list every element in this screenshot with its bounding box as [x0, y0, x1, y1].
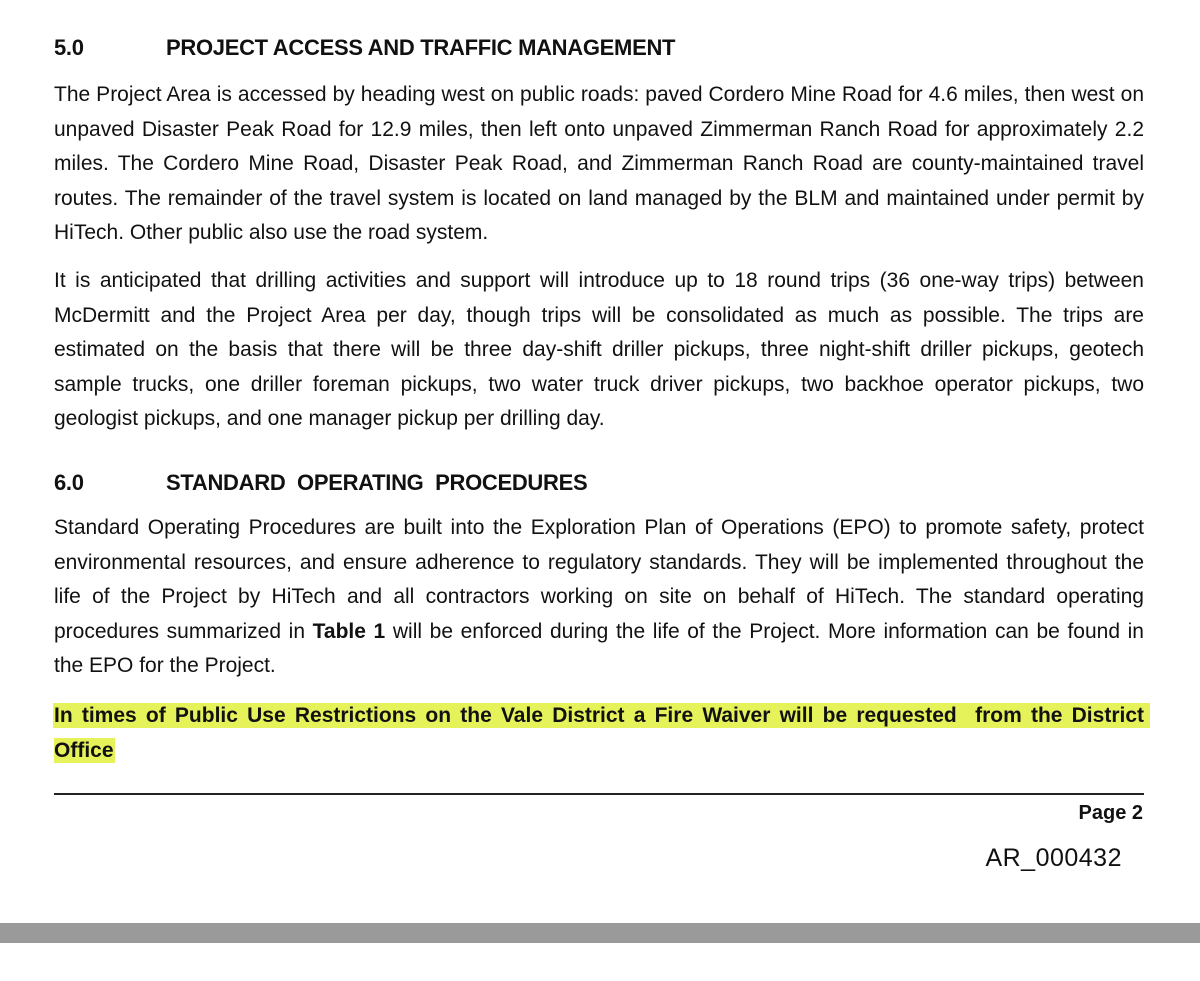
- page-bottom-bar: [0, 923, 1200, 943]
- highlighted-note: [54, 699, 1150, 768]
- paragraph-text: Standard Operating Procedures are built into the Exploration Plan of Operations (EPO) to promote safety, protect environmental resources, and ensure adherence to regulatory standards. They will be implemented throughout the life of the Project by HiTech and all contractors working on site on behalf of HiTech. The standard operating procedures summarized in: [54, 516, 1144, 643]
- section-number: 6.0: [54, 470, 84, 495]
- highlighted-text: In times of Public Use Restrictions on the Vale District a Fire Waiver will be requested from the District Office: [54, 704, 1150, 762]
- bates-stamp: AR_000432: [985, 844, 1122, 872]
- paragraph-traffic: It is anticipated that drilling activities and support will introduce up to 18 round trips (36 one-way trips) between McDermitt and the Project Area per day, though trips will be consolidated as much as possible. The trips are estimated on the basis that there will be three day-shift driller pickups, three night-shift driller pickups, geotech sample trucks, one driller foreman pickups, two water truck driver pickups, two backhoe operator pickups, two geologist pickups, and one manager pickup per drilling day.: [54, 269, 1144, 430]
- paragraph-sop: [54, 511, 1144, 684]
- table-reference: Table 1: [312, 619, 386, 643]
- section-number: 5.0: [54, 35, 84, 60]
- section-heading-5: [54, 34, 1144, 62]
- page-number: Page 2: [1078, 802, 1143, 824]
- section-title: PROJECT ACCESS AND TRAFFIC MANAGEMENT: [166, 35, 676, 60]
- footer-divider: [54, 793, 1144, 795]
- paragraph-text: will be enforced during the life of the Project. More information can be found in the EPO for the Project.: [54, 619, 1144, 677]
- section-title: STANDARD OPERATING PROCEDURES: [166, 470, 588, 495]
- paragraph-access: The Project Area is accessed by heading west on public roads: paved Cordero Mine Road for 4.6 miles, then west on unpaved Disaster Peak Road for 12.9 miles, then left onto unpaved Zimmerman Ranch Road for approximately 2.2 miles. The Cordero Mine Road, Disaster Peak Road, and Zimmerman Ranch Road are county-maintained travel routes. The remainder of the travel system is located on land managed by the BLM and maintained under permit by HiTech. Other public also use the road system.: [54, 83, 1144, 244]
- section-heading-6: [54, 469, 1144, 497]
